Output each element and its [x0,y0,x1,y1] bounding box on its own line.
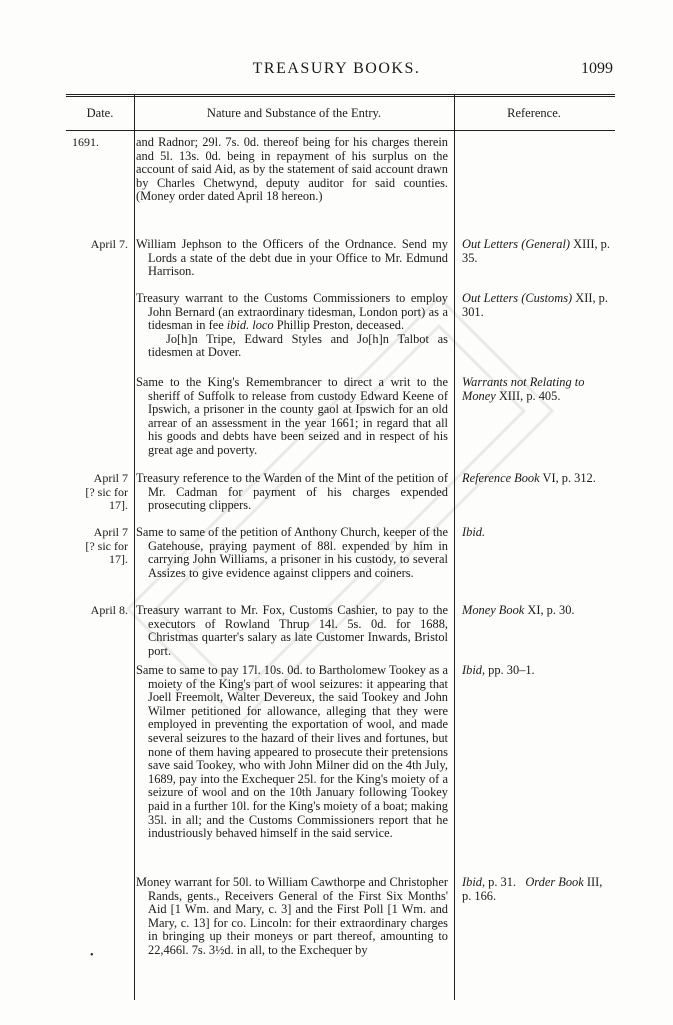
entry-text [136,664,448,841]
entry-reference [462,604,612,618]
entry-text [136,376,448,458]
entry-reference [462,376,612,403]
entry-text-content: Treasury warrant to Mr. Fox, Customs Cashier, to pay to the executors of Rowland Thrup 14l. 5s. 0d. for 1688, Christmas quarter's salary as late Customer Inwards, Bristol port. [136,603,448,658]
reference-volume: VI, p. 312. [539,471,596,485]
reference-series: Ibid. [462,525,486,539]
column-divider-date [134,95,135,1000]
entry-reference [462,664,612,678]
reference-volume: XIII, p. 35. [462,237,610,265]
entry-reference [462,292,612,319]
reference-volume: XIII, p. 405. [495,388,561,403]
entry-date: April 7 [? sic for 17]. [85,471,128,513]
entry-date: April 7. [90,237,128,251]
reference-series: Out Letters (Customs) [462,291,573,305]
entry-text [136,604,448,658]
entry-subparagraph: Jo[h]n Tripe, Edward Styles and Jo[h]n Talbot as tidesmen at Dover. [148,331,448,360]
reference-series: Reference Book [462,471,540,485]
reference-volume: XI, p. 30. [524,603,575,617]
entry-text [136,292,448,360]
margin-dot: • [90,950,94,961]
reference-series: Money Book [462,603,525,617]
entry-reference [462,238,612,265]
reference-volume: p. 31. [485,875,517,889]
entry-text-content: William Jephson to the Officers of the Ordnance. Send my Lords a state of the debt due in your Office to Mr. Edmund Harrison. [136,237,448,279]
entry-text-content: Money warrant for 50l. to William Cawthorpe and Christopher Rands, gents., Receivers General of the First Six Months' Aid [1 Wm. and Mary, c. 3] and the First Poll [1 Wm. and Mary, c. 13] for co. Lincoln: for their extraordinary charges in bringing up their moneys or part thereof, amounting to 22,466l. 7s. 3½d. in all, to the Exchequer by [136,875,448,957]
reference-volume: XII, p. 301. [462,291,608,319]
column-divider-reference [454,95,455,1000]
entry-text-content: Same to the King's Remembrancer to direct a writ to the sheriff of Suffolk to release from custody Edward Keene of Ipswich, a prisoner in the county gaol at Ipswich for an old arrear of an assessment in the year 1661; in regard that all his goods and debts have been seized and in respect of his great age and poverty. [136,375,448,457]
entry-text-content: and Radnor; 29l. 7s. 0d. thereof being for his charges therein and 5l. 13s. 0d. being in repayment of his surplus on the account of said Aid, as by the statement of said account drawn by Charles Chetwynd, deputy auditor for said counties. (Money order dated April 18 hereon.) [136,135,448,204]
table-header-rule [66,130,615,131]
entry-reference [462,472,612,486]
entry-date: April 8. [90,603,128,617]
entry-reference [462,876,612,903]
reference-volume: pp. 30–1. [485,663,535,677]
entry-text-content: Same to same of the petition of Anthony Church, keeper of the Gatehouse, praying payment of 88l. expended by him in carrying John Williams, a prisoner in his custody, to several Assizes to give evidence against clippers and coiners. [136,525,448,580]
entry-text [136,136,448,204]
reference-volume-second: III, p. 166. [462,875,603,903]
entry-text-content: Treasury reference to the Warden of the Mint of the petition of Mr. Cadman for payment of his charges expended prosecuting clippers. [136,471,448,513]
reference-series: Warrants not Relating to Money [462,375,585,403]
entry-text [136,876,448,958]
reference-series-second: Order Book [525,875,584,889]
entry-text-content: Same to same to pay 17l. 10s. 0d. to Bartholomew Tookey as a moiety of the King's part of wool seizures: it appearing that Joell Freemolt, Walter Devereux, the said Tookey and John Wilmer petitioned for allowance, alleging that they were employed in preventing the exportation of wool, and made several seizures to the hazard of their lives and fortunes, but none of them having appeared to prosecute their pretensions save said Tookey, who with John Milner did on the 4th July, 1689, pay into the Exchequer 25l. for the King's moiety of a seizure of wool and on the 10th January following Tookey paid in a further 10l. for the King's moiety of a boat; making 35l. in all; and the Customs Commissioners report that he industriously behaved himself in the said service. [136,663,448,841]
column-header-date: Date. [86,106,114,120]
entry-text [136,526,448,580]
entry-reference [462,526,612,540]
column-header-nature: Nature and Substance of the Entry. [206,106,382,120]
running-head [0,60,673,82]
reference-series: Ibid, [462,875,486,889]
column-header-reference: Reference. [507,106,561,120]
entry-date: 1691. [72,135,99,149]
page-number: 1099 [581,60,613,77]
table-top-rule [66,94,615,97]
entry-text-content: Treasury warrant to the Customs Commissioners to employ John Bernard (an extraordinary tidesman, London port) as a tidesman in fee ibid. loco Phillip Preston, deceased. [136,291,448,333]
reference-series: Out Letters (General) [462,237,571,251]
reference-series: Ibid, [462,663,486,677]
running-title: TREASURY BOOKS. [252,60,421,77]
entry-text [136,238,448,279]
entry-text [136,472,448,513]
entry-date: April 7 [? sic for 17]. [85,525,128,567]
